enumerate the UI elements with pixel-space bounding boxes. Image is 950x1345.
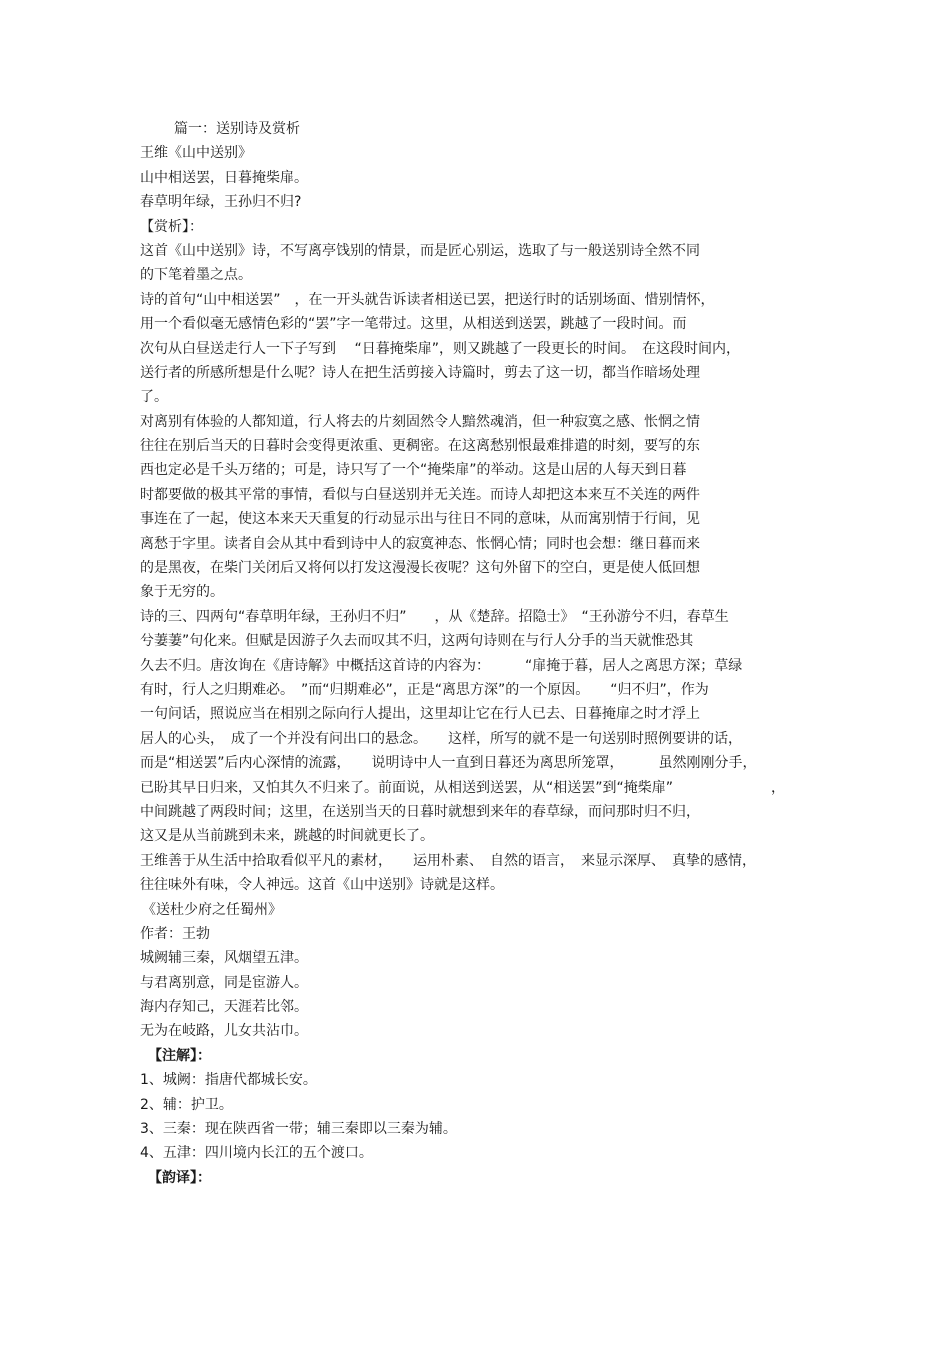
poem2-body [140,922,820,1044]
text-line: 已盼其早日归来，又怕其久不归来了。前面说，从相送到送罢，从“相送罢”到“掩柴扉” ， [140,779,786,796]
poem-line: 海内存知己，天涯若比邻。 [140,999,308,1016]
text-line: 而是“相送罢”后内心深情的流露， 说明诗中人一直到日暮还为离思所笼罩， 虽然刚刚分手， [140,755,757,772]
note-item: 4、五津：四川境内长江的五个渡口。 [140,1145,373,1162]
translation-heading: 【韵译】： [148,1169,211,1186]
text-line: 了。 [140,389,168,406]
text-line: 王维《山中送别》 [140,145,252,162]
text-line: 用一个看似毫无感情色彩的“罢”字一笔带过。这里，从相送到送罢，跳越了一段时间。而 [140,316,687,333]
text-line: 一句问话，照说应当在相别之际向行人提出，这里却让它在行人已去、日暮掩扉之时才浮上 [140,706,700,723]
document-body [140,117,820,1190]
text-line: 中间跳越了两段时间；这里，在送别当天的日暮时就想到来年的春草绿，而问那时归不归， [140,803,700,820]
note-item: 3、三秦：现在陕西省一带；辅三秦即以三秦为辅。 [140,1121,457,1138]
text-line: 送行者的所感所想是什么呢？诗人在把生活剪接入诗篇时，剪去了这一切，都当作暗场处理 [140,364,700,381]
text-line: 象于无穷的。 [140,584,224,601]
text-line: 次句从白昼送走行人一下子写到 “日暮掩柴扉”，则又跳越了一段更长的时间。 在这段时间内， [140,340,740,357]
note-item: 2、辅：护卫。 [140,1096,233,1113]
poem-line: 作者：王勃 [140,925,210,942]
section-title: 篇一：送别诗及赏析 [174,121,300,137]
poem2-title: 《送杜少府之任蜀州》 [142,901,282,918]
text-line: 西也定必是千头万绪的；可是，诗只写了一个“掩柴扉”的举动。这是山居的人每天到日暮 [140,462,687,479]
text-line: 往往味外有味，令人神远。这首《山中送别》诗就是这样。 [140,877,504,894]
text-line: 王维善于从生活中拾取看似平凡的素材， 运用朴素、 自然的语言， 来显示深厚、 真挚的感情， [140,852,756,869]
poem-line: 无为在岐路，儿女共沾巾。 [140,1023,308,1040]
text-line: 久去不归。唐汝询在《唐诗解》中概括这首诗的内容为： “扉掩于暮，居人之离思方深；草绿 [140,657,743,674]
notes-heading: 【注解】： [148,1047,211,1064]
text-line: 这首《山中送别》诗，不写离亭饯别的情景，而是匠心别运，选取了与一般送别诗全然不同 [140,242,700,259]
text-line: 诗的三、四两句“春草明年绿，王孙归不归” ，从《楚辞。招隐士》 “王孙游兮不归，春草生 [140,608,729,625]
text-line: 有时，行人之归期难必。 ”而“归期难必”，正是“离思方深”的一个原因。 “归不归”，作为 [140,681,709,698]
text-line: 往往在别后当天的日暮时会变得更浓重、更稠密。在这离愁别恨最难排遣的时刻，要写的东 [140,438,700,455]
text-line: 【赏析】： [140,218,203,235]
text-line: 山中相送罢，日暮掩柴扉。 [140,169,308,186]
text-line: 居人的心头， 成了一个并没有问出口的悬念。 这样，所写的就不是一句送别时照例要讲的话， [140,730,742,747]
text-line: 事连在了一起，使这本来天天重复的行动显示出与往日不同的意味，从而寓别情于行间，见 [140,511,700,528]
analysis-text [140,141,820,897]
text-line: 兮萋萋”句化来。但赋是因游子久去而叹其不归，这两句诗则在与行人分手的当天就惟恐其 [140,633,694,650]
poem-line: 城阙辅三秦，风烟望五津。 [140,950,308,967]
text-line: 的是黑夜，在柴门关闭后又将何以打发这漫漫长夜呢？这句外留下的空白，更是使人低回想 [140,560,700,577]
text-line: 时都要做的极其平常的事情，看似与白昼送别并无关连。而诗人却把这本来互不关连的两件 [140,486,700,503]
notes-list [140,1068,820,1166]
text-line: 春草明年绿，王孙归不归? [140,194,302,211]
text-line: 对离别有体验的人都知道，行人将去的片刻固然令人黯然魂消，但一种寂寞之感、怅惘之情 [140,413,700,430]
text-line: 这又是从当前跳到未来，跳越的时间就更长了。 [140,828,434,845]
poem-line: 与君离别意，同是宦游人。 [140,974,308,991]
note-item: 1、城阙：指唐代都城长安。 [140,1072,317,1089]
text-line: 的下笔着墨之点。 [140,267,252,284]
text-line: 离愁于字里。读者自会从其中看到诗中人的寂寞神态、怅惘心情；同时也会想：继日暮而来 [140,535,700,552]
text-line: 诗的首句“山中相送罢” ，在一开头就告诉读者相送已罢，把送行时的话别场面、惜别情怀， [140,291,715,308]
